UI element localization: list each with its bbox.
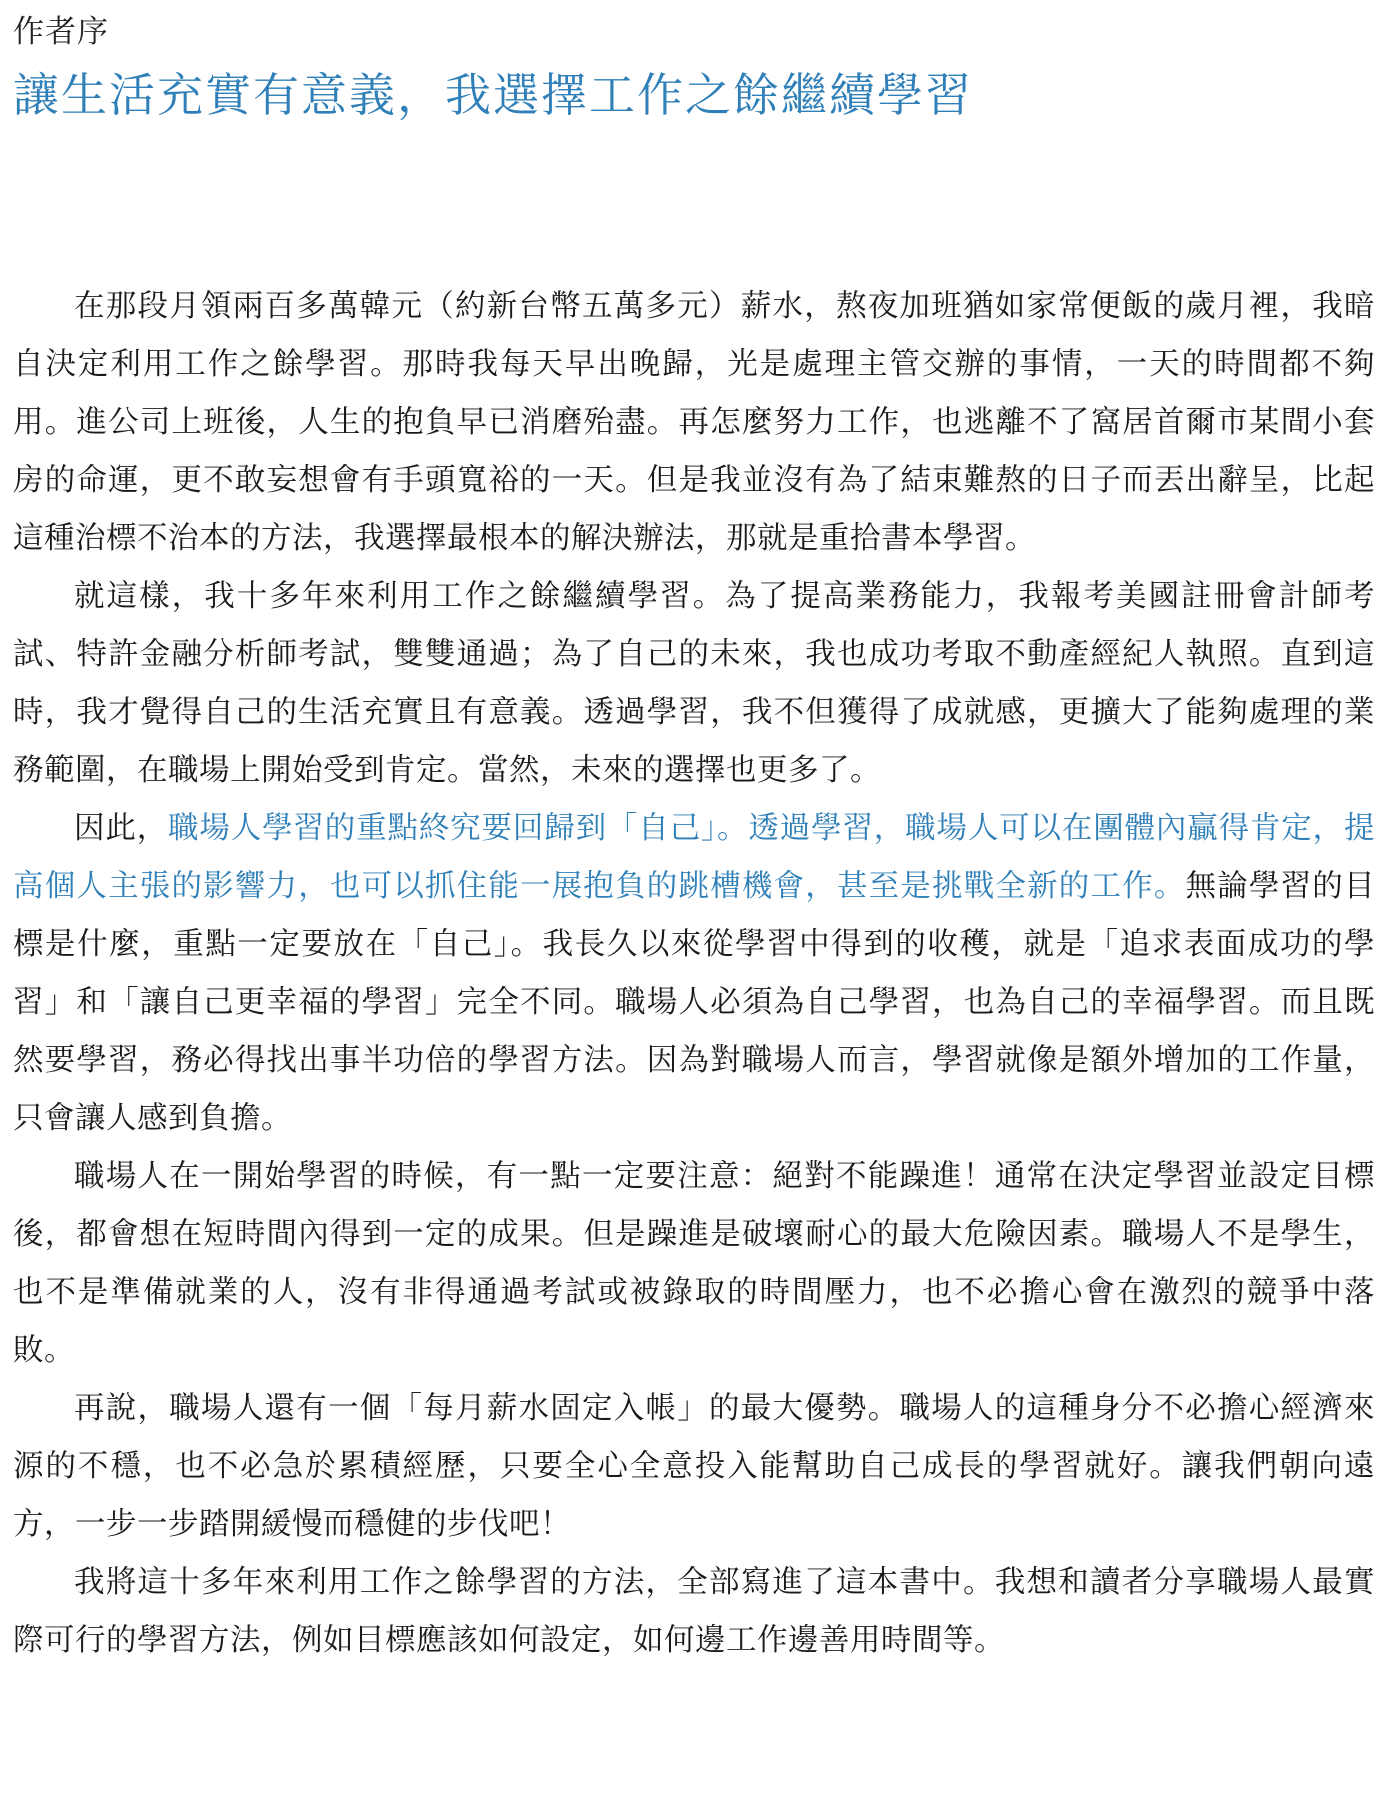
paragraph-3 [13,800,1375,1148]
paragraph-5: 再說，職場人還有一個「每月薪水固定入帳」的最大優勢。職場人的這種身分不必擔心經濟來源的不穩，也不必急於累積經歷，只要全心全意投入能幫助自己成長的學習就好。讓我們朝向遠方，一步一步踏開緩慢而穩健的步伐吧！ [13,1391,1375,1542]
highlighted-passage: 職場人學習的重點終究要回歸到「自己」。透過學習，職場人可以在團體內贏得肯定，提高個人主張的影響力，也可以抓住能一展抱負的跳槽機會，甚至是挑戰全新的工作。 [13,811,1376,904]
paragraph-4: 職場人在一開始學習的時候，有一點一定要注意：絕對不能躁進！通常在決定學習並設定目標後，都會想在短時間內得到一定的成果。但是躁進是破壞耐心的最大危險因素。職場人不是學生，也不是準備就業的人，沒有非得通過考試或被錄取的時間壓力，也不必擔心會在激烈的競爭中落敗。 [13,1159,1375,1368]
page-title: 讓生活充實有意義，我選擇工作之餘繼續學習 [13,68,973,122]
paragraph-3-lead: 因此， [74,811,169,846]
paragraph-3-rest: 無論學習的目標是什麼，重點一定要放在「自己」。我長久以來從學習中得到的收穫，就是「追求表面成功的學習」和「讓自己更幸福的學習」完全不同。職場人必須為自己學習，也為自己的幸福學習。而且既然要學習，務必得找出事半功倍的學習方法。因為對職場人而言，學習就像是額外增加的工作量，只會讓人感到負擔。 [13,869,1375,1136]
section-label: 作者序 [13,14,109,50]
body-text [13,278,1375,1670]
paragraph-6: 我將這十多年來利用工作之餘學習的方法，全部寫進了這本書中。我想和讀者分享職場人最實際可行的學習方法，例如目標應該如何設定，如何邊工作邊善用時間等。 [13,1565,1375,1658]
paragraph-1: 在那段月領兩百多萬韓元（約新台幣五萬多元）薪水，熬夜加班猶如家常便飯的歲月裡，我暗自決定利用工作之餘學習。那時我每天早出晚歸，光是處理主管交辦的事情，一天的時間都不夠用。進公司上班後，人生的抱負早已消磨殆盡。再怎麼努力工作，也逃離不了窩居首爾市某間小套房的命運，更不敢妄想會有手頭寬裕的一天。但是我並沒有為了結束難熬的日子而丟出辭呈，比起這種治標不治本的方法，我選擇最根本的解決辦法，那就是重拾書本學習。 [13,289,1375,556]
paragraph-2: 就這樣，我十多年來利用工作之餘繼續學習。為了提高業務能力，我報考美國註冊會計師考試、特許金融分析師考試，雙雙通過；為了自己的未來，我也成功考取不動產經紀人執照。直到這時，我才覺得自己的生活充實且有意義。透過學習，我不但獲得了成就感，更擴大了能夠處理的業務範圍，在職場上開始受到肯定。當然，未來的選擇也更多了。 [13,579,1375,788]
